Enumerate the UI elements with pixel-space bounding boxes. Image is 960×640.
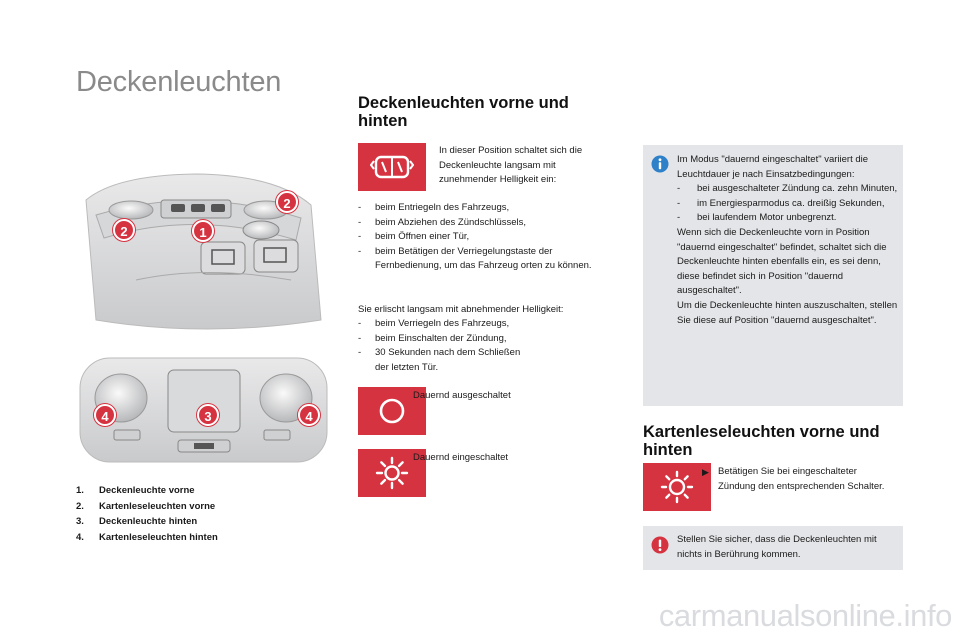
switch-off-intro: Sie erlischt langsam mit abnehmender Helligkeit:	[358, 304, 564, 315]
switch-off-conditions-list	[358, 317, 598, 375]
list-item: - beim Einschalten der Zündung,	[358, 332, 598, 347]
front-ceiling-console-illustration	[76, 170, 331, 340]
callout-badge-1: 1	[192, 220, 214, 242]
info-note-box	[643, 145, 903, 406]
rear-ceiling-console-illustration	[76, 356, 331, 464]
warning-note-box	[643, 526, 903, 570]
list-item: - beim Entriegeln des Fahrzeugs,	[358, 201, 598, 216]
legend-number: 2.	[76, 500, 84, 512]
callout-badge-3: 3	[197, 404, 219, 426]
info-intro: Im Modus "dauernd eingeschaltet" variiert die Leuchtdauer je nach Einsatzbedingungen:	[677, 154, 869, 180]
list-item-text: bei laufendem Motor unbegrenzt.	[697, 212, 837, 224]
legend-label: Deckenleuchte hinten	[99, 516, 198, 527]
info-paragraph: Um die Deckenleuchte hinten auszuschalten, stellen Sie diese auf Position "dauernd ausgeschaltet".	[677, 299, 898, 326]
callout-badge-4-left: 4	[94, 404, 116, 426]
list-item: - bei laufendem Motor unbegrenzt.	[677, 211, 899, 226]
section-title-line: hinten	[358, 112, 408, 130]
legend-item	[76, 514, 218, 530]
info-note-text	[677, 153, 899, 328]
watermark: carmanualsonline.info	[658, 598, 952, 633]
list-item: - beim Betätigen der Verriegelungstaste der Fernbedienung, um das Fahrzeug orten zu können.	[358, 245, 598, 274]
callout-badge-2-right: 2	[276, 191, 298, 213]
list-item: - 30 Sekunden nach dem Schließen der letzten Tür.	[358, 346, 598, 375]
warning-icon	[651, 536, 669, 554]
legend-number: 1.	[76, 485, 84, 496]
component-legend	[76, 483, 218, 545]
legend-number: 3.	[76, 516, 84, 527]
list-item: - im Energiesparmodus ca. dreißig Sekunden,	[677, 197, 899, 212]
always-off-label: Dauernd ausgeschaltet	[413, 390, 511, 401]
light-off-circle-icon	[376, 395, 408, 427]
switch-on-conditions-list	[358, 201, 598, 274]
list-item-text: beim Öffnen einer Tür,	[375, 231, 470, 243]
legend-label: Kartenleseleuchten hinten	[99, 531, 218, 543]
list-item-text: 30 Sekunden nach dem Schließen der letzten Tür.	[375, 347, 521, 373]
list-item-text: beim Abziehen des Zündschlüssels,	[375, 216, 527, 228]
map-light-instruction-text: Betätigen Sie bei eingeschalteter Zündung den entsprechenden Schalter.	[718, 466, 885, 492]
list-item-text: beim Einschalten der Zündung,	[375, 332, 507, 344]
car-doors-icon	[370, 151, 414, 183]
list-item-text: im Energiesparmodus ca. dreißig Sekunden,	[697, 197, 885, 209]
section-title-line: hinten	[643, 441, 693, 459]
warning-text: Stellen Sie sicher, dass die Deckenleuchten mit nichts in Berührung kommen.	[677, 534, 877, 560]
list-item-text: beim Verriegeln des Fahrzeugs,	[375, 318, 510, 329]
map-light-icon	[660, 470, 694, 504]
door-dome-mode-icon-box	[358, 143, 426, 191]
always-on-label: Dauernd eingeschaltet	[413, 452, 509, 463]
arrow-bullet-icon: ▶	[702, 467, 709, 477]
legend-item	[76, 530, 218, 546]
map-light-instruction	[702, 465, 902, 494]
list-item: - bei ausgeschalteter Zündung ca. zehn Minuten,	[677, 182, 899, 197]
legend-label: Kartenleseleuchten vorne	[99, 500, 216, 512]
list-item: - beim Abziehen des Zündschlüssels,	[358, 216, 598, 231]
callout-badge-4-right: 4	[298, 404, 320, 426]
section-title-dome-lights	[358, 94, 598, 130]
legend-number: 4.	[76, 531, 84, 543]
callout-badge-2-left: 2	[113, 219, 135, 241]
list-item: - beim Öffnen einer Tür,	[358, 230, 598, 245]
map-light-icon-box	[643, 463, 711, 511]
list-item: - beim Verriegeln des Fahrzeugs,	[358, 317, 598, 332]
legend-item	[76, 483, 218, 499]
info-paragraph: Wenn sich die Deckenleuchte vorn in Position "dauernd eingeschaltet" befindet, schaltet sich die Deckenleuchte hinten ebenfalls ein, es sei denn, diese befindet sich in Position "dauernd ausgeschaltet".	[677, 226, 887, 297]
section-title-map-lights	[643, 423, 905, 459]
list-item-text: bei ausgeschalteter Zündung ca. zehn Minuten,	[697, 183, 898, 195]
light-on-sun-icon	[375, 456, 409, 490]
info-icon	[651, 155, 669, 173]
legend-label: Deckenleuchte vorne	[99, 485, 195, 496]
dome-mode-description: In dieser Position schaltet sich die Deckenleuchte langsam mit zunehmender Helligkeit ein:	[439, 145, 583, 186]
section-title-line: Kartenleseleuchten vorne und	[643, 423, 880, 441]
section-title-line: Deckenleuchten vorne und	[358, 94, 569, 112]
legend-item	[76, 499, 218, 515]
list-item-text: beim Betätigen der Verriegelungstaste der Fernbedienung, um das Fahrzeug orten zu können.	[375, 245, 592, 272]
list-item-text: beim Entriegeln des Fahrzeugs,	[375, 202, 510, 213]
page-title: Deckenleuchten	[76, 66, 282, 98]
